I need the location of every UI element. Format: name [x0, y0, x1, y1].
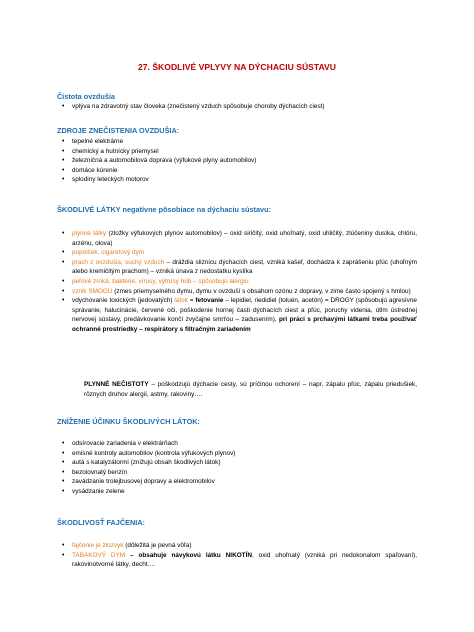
- list-item: • vplýva na zdravotný stav človeka (znečistený vzduch spôsobuje choroby dýchacích ciest): [57, 102, 417, 112]
- highlight-text: vznik SMOGU: [72, 287, 113, 295]
- highlight-text: TABAKOVÝ DYM: [72, 551, 126, 559]
- list-item: • prach z ovzdušia, suchý vzduch – dráždia sliznicu dýchacích ciest, vzniká kašeľ, dochádza k zaprášeniu pľúc (uhoľným alebo kremičitým prachom) – vzniká únava z nedostatku kyslíka: [57, 258, 417, 277]
- gaseous-impurities-paragraph: PLYNNÉ NEČISTOTY – poškodzujú dýchacie cesty, sú príčinou ochorení – napr. zápalu pľúc, zápalu priedušiek, rôznych druhov alergií, astmy, rakoviny….: [84, 381, 417, 398]
- heading-reduce-effects: ZNÍŽENIE ÚČINKU ŠKODLIVÝCH LÁTOK:: [57, 417, 200, 426]
- highlight-text: látok: [174, 297, 188, 305]
- list-item: • vznik SMOGU (zmes priemyselného dymu, dymu v ovzduší s obsahom ozónu z dopravy, v zime často spojený s hmlou): [57, 287, 417, 297]
- highlight-text: prach z ovzdušia, suchý vzduch: [72, 258, 165, 266]
- heading-harmful-substances: ŠKODLIVÉ LÁTKY negatívne pôsobiace na dýchaciu sústavu:: [57, 205, 271, 214]
- list-item: [57, 277, 417, 287]
- list-air-purity: [57, 102, 417, 112]
- list-item: • splodiny leteckých motorov: [57, 175, 417, 185]
- list-item: • bezolovnatý benzín: [57, 468, 417, 478]
- list-pollution-sources: [57, 137, 417, 185]
- page-title: 27. ŠKODLIVÉ VPLYVY NA DÝCHACIU SÚSTAVU: [137, 62, 336, 72]
- list-item: • plynné látky (zložky výfukových plynov automobilov) – oxid siričitý, oxid uhoľnatý, oxid uhličitý, zlúčeniny dusíka, chlóru, arzénu, olova): [57, 229, 417, 248]
- highlight-text: fajčenie je zlozvyk: [72, 542, 124, 549]
- list-item: • autá s katalyzátormi (znižujú obsah škodlivých látok): [57, 458, 417, 468]
- list-item: • tepelné elektrárne: [57, 137, 417, 147]
- list-item: • železničná a automobilová doprava (výfukové plyny automobilov): [57, 156, 417, 166]
- highlight-text: peľové zrnká, baktérie, vírusy, výtrusy húb – spôsobujú alergiu: [72, 277, 249, 285]
- list-item: • emisné kontroly automobilov (kontrola výfukových plynov): [57, 449, 417, 459]
- list-item: [57, 248, 417, 258]
- list-reduce-effects: [57, 439, 417, 497]
- heading-smoking-harm: ŠKODLIVOSŤ FAJČENIA:: [57, 518, 145, 527]
- list-item: • domáce kúrenie: [57, 166, 417, 176]
- heading-air-purity: Čistota ovzdušia: [57, 92, 115, 101]
- highlight-text: popolček, cigaretový dym: [72, 249, 145, 257]
- list-item: • fajčenie je zlozvyk (dôležitá je pevná vôľa): [57, 541, 417, 551]
- list-item: • chemický a hutnícky priemysel: [57, 147, 417, 157]
- heading-pollution-sources: ZDROJE ZNEČISTENIA OVZDUŠIA:: [57, 126, 180, 135]
- list-item: • vdychovanie toxických (jedovatých) látok = fetovanie – lepidiel, riedidiel (toluén, acetón) = DROGY (spôsobujú agresívne správanie, halucinácie, červené oči, poškodenie hornej časti dýchacích ciest a pľúc, poruchy videnia, útlm ústrednej nervovej sústavy, predávkovanie končí zvyčajne smrťou – zadusením), pri práci s prchavými látkami treba používať ochranné prostriedky – respirátory s filtračným zariadením: [57, 296, 417, 334]
- list-item: • vysádzanie zelene: [57, 487, 417, 497]
- list-smoking-harm: [57, 541, 417, 570]
- highlight-text: plynné látky: [72, 230, 107, 237]
- list-item: • zavádzanie trolejbusovej dopravy a elektromobilov: [57, 477, 417, 487]
- list-harmful-substances: [57, 229, 417, 335]
- list-item: • odsírovacie zariadenia v elektrárňach: [57, 439, 417, 449]
- list-item: • TABAKOVÝ DYM – obsahuje návykovú látku NIKOTÍN, oxid uhoľnatý (vzniká pri nedokonalom spaľovaní), rakovinotvorné látky, decht….: [57, 551, 417, 570]
